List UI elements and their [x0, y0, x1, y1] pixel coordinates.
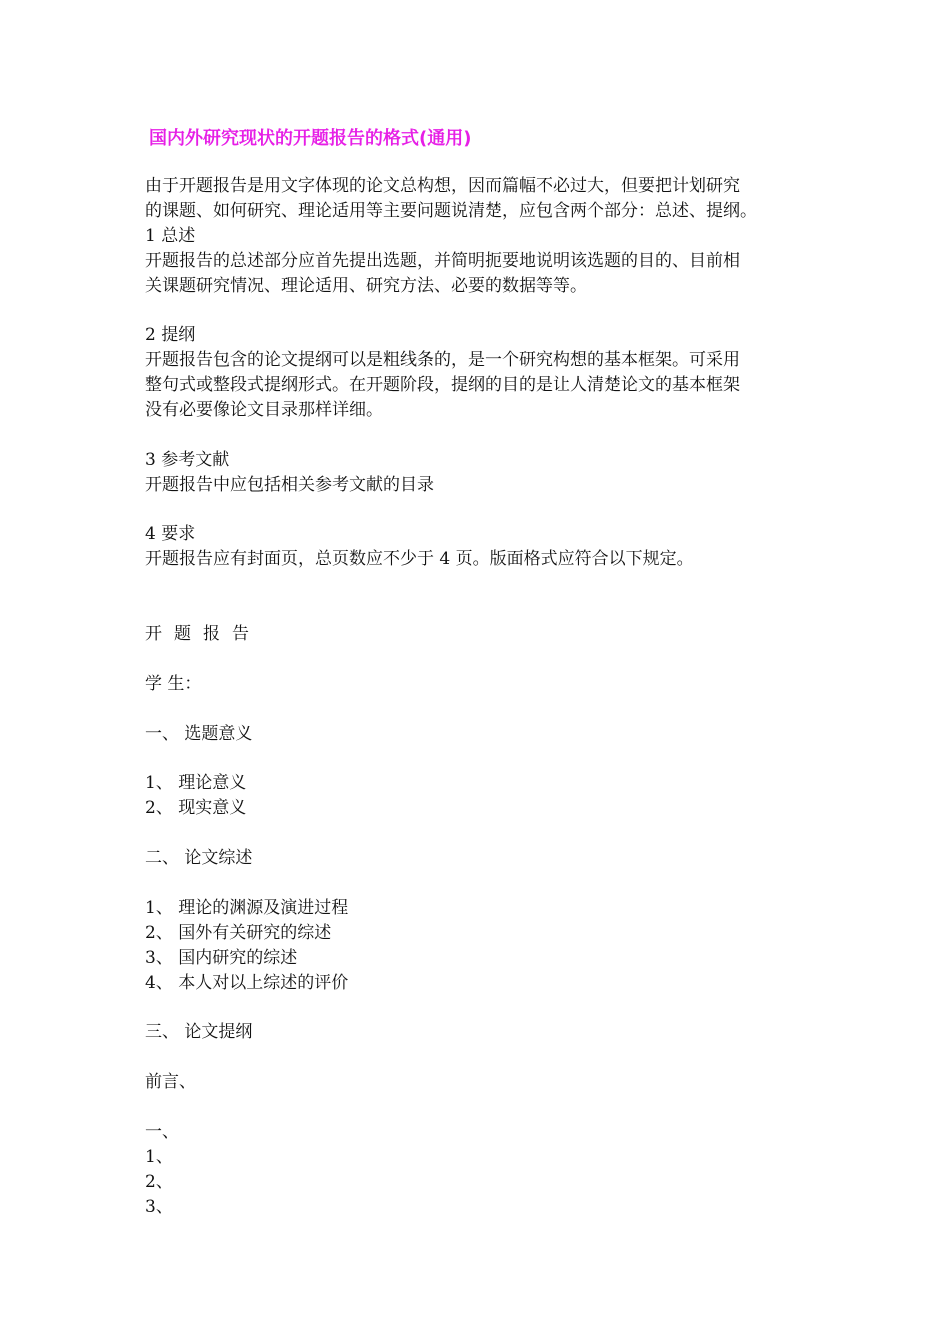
intro-line-2: 的课题、如何研究、理论适用等主要问题说清楚，应包含两个部分：总述、提纲。	[145, 201, 757, 221]
references-line-1: 开题报告中应包括相关参考文献的目录	[145, 475, 434, 495]
outline-line-1: 开题报告包含的论文提纲可以是粗线条的，是一个研究构想的基本框架。可采用	[145, 350, 740, 370]
student-label: 学 生：	[145, 674, 202, 694]
outline-subitem-1-1: 1、 理论意义	[145, 773, 247, 793]
document-title: 国内外研究现状的开题报告的格式(通用)	[149, 128, 472, 149]
chapter-one-item-3: 3、	[145, 1197, 173, 1217]
section-heading-overview: 1 总述	[145, 226, 196, 246]
intro-line-1: 由于开题报告是用文字体现的论文总构想，因而篇幅不必过大，但要把计划研究	[145, 176, 740, 196]
chapter-one-item-2: 2、	[145, 1172, 173, 1192]
outline-subitem-2-1: 1、 理论的渊源及演进过程	[145, 898, 349, 918]
outline-subitem-2-3: 3、 国内研究的综述	[145, 948, 298, 968]
chapter-one-label: 一、	[145, 1122, 179, 1142]
outline-line-3: 没有必要像论文目录那样详细。	[145, 400, 383, 420]
report-heading: 开题报告	[145, 624, 261, 644]
outline-line-2: 整句式或整段式提纲形式。在开题阶段，提纲的目的是让人清楚论文的基本框架	[145, 375, 740, 395]
section-heading-requirements: 4 要求	[145, 524, 196, 544]
outline-subitem-2-4: 4、 本人对以上综述的评价	[145, 973, 349, 993]
section-heading-outline: 2 提纲	[145, 325, 196, 345]
outline-item-3: 三、 论文提纲	[145, 1022, 253, 1042]
requirements-line-1: 开题报告应有封面页，总页数应不少于 4 页。版面格式应符合以下规定。	[145, 549, 694, 569]
overview-line-1: 开题报告的总述部分应首先提出选题，并简明扼要地说明该选题的目的、目前相	[145, 251, 740, 271]
chapter-one-item-1: 1、	[145, 1147, 173, 1167]
outline-subitem-1-2: 2、 现实意义	[145, 798, 247, 818]
outline-item-1: 一、 选题意义	[145, 724, 253, 744]
outline-item-2: 二、 论文综述	[145, 848, 253, 868]
outline-subitem-2-2: 2、 国外有关研究的综述	[145, 923, 332, 943]
section-heading-references: 3 参考文献	[145, 450, 230, 470]
overview-line-2: 关课题研究情况、理论适用、研究方法、必要的数据等等。	[145, 276, 587, 296]
preface-label: 前言、	[145, 1072, 196, 1092]
